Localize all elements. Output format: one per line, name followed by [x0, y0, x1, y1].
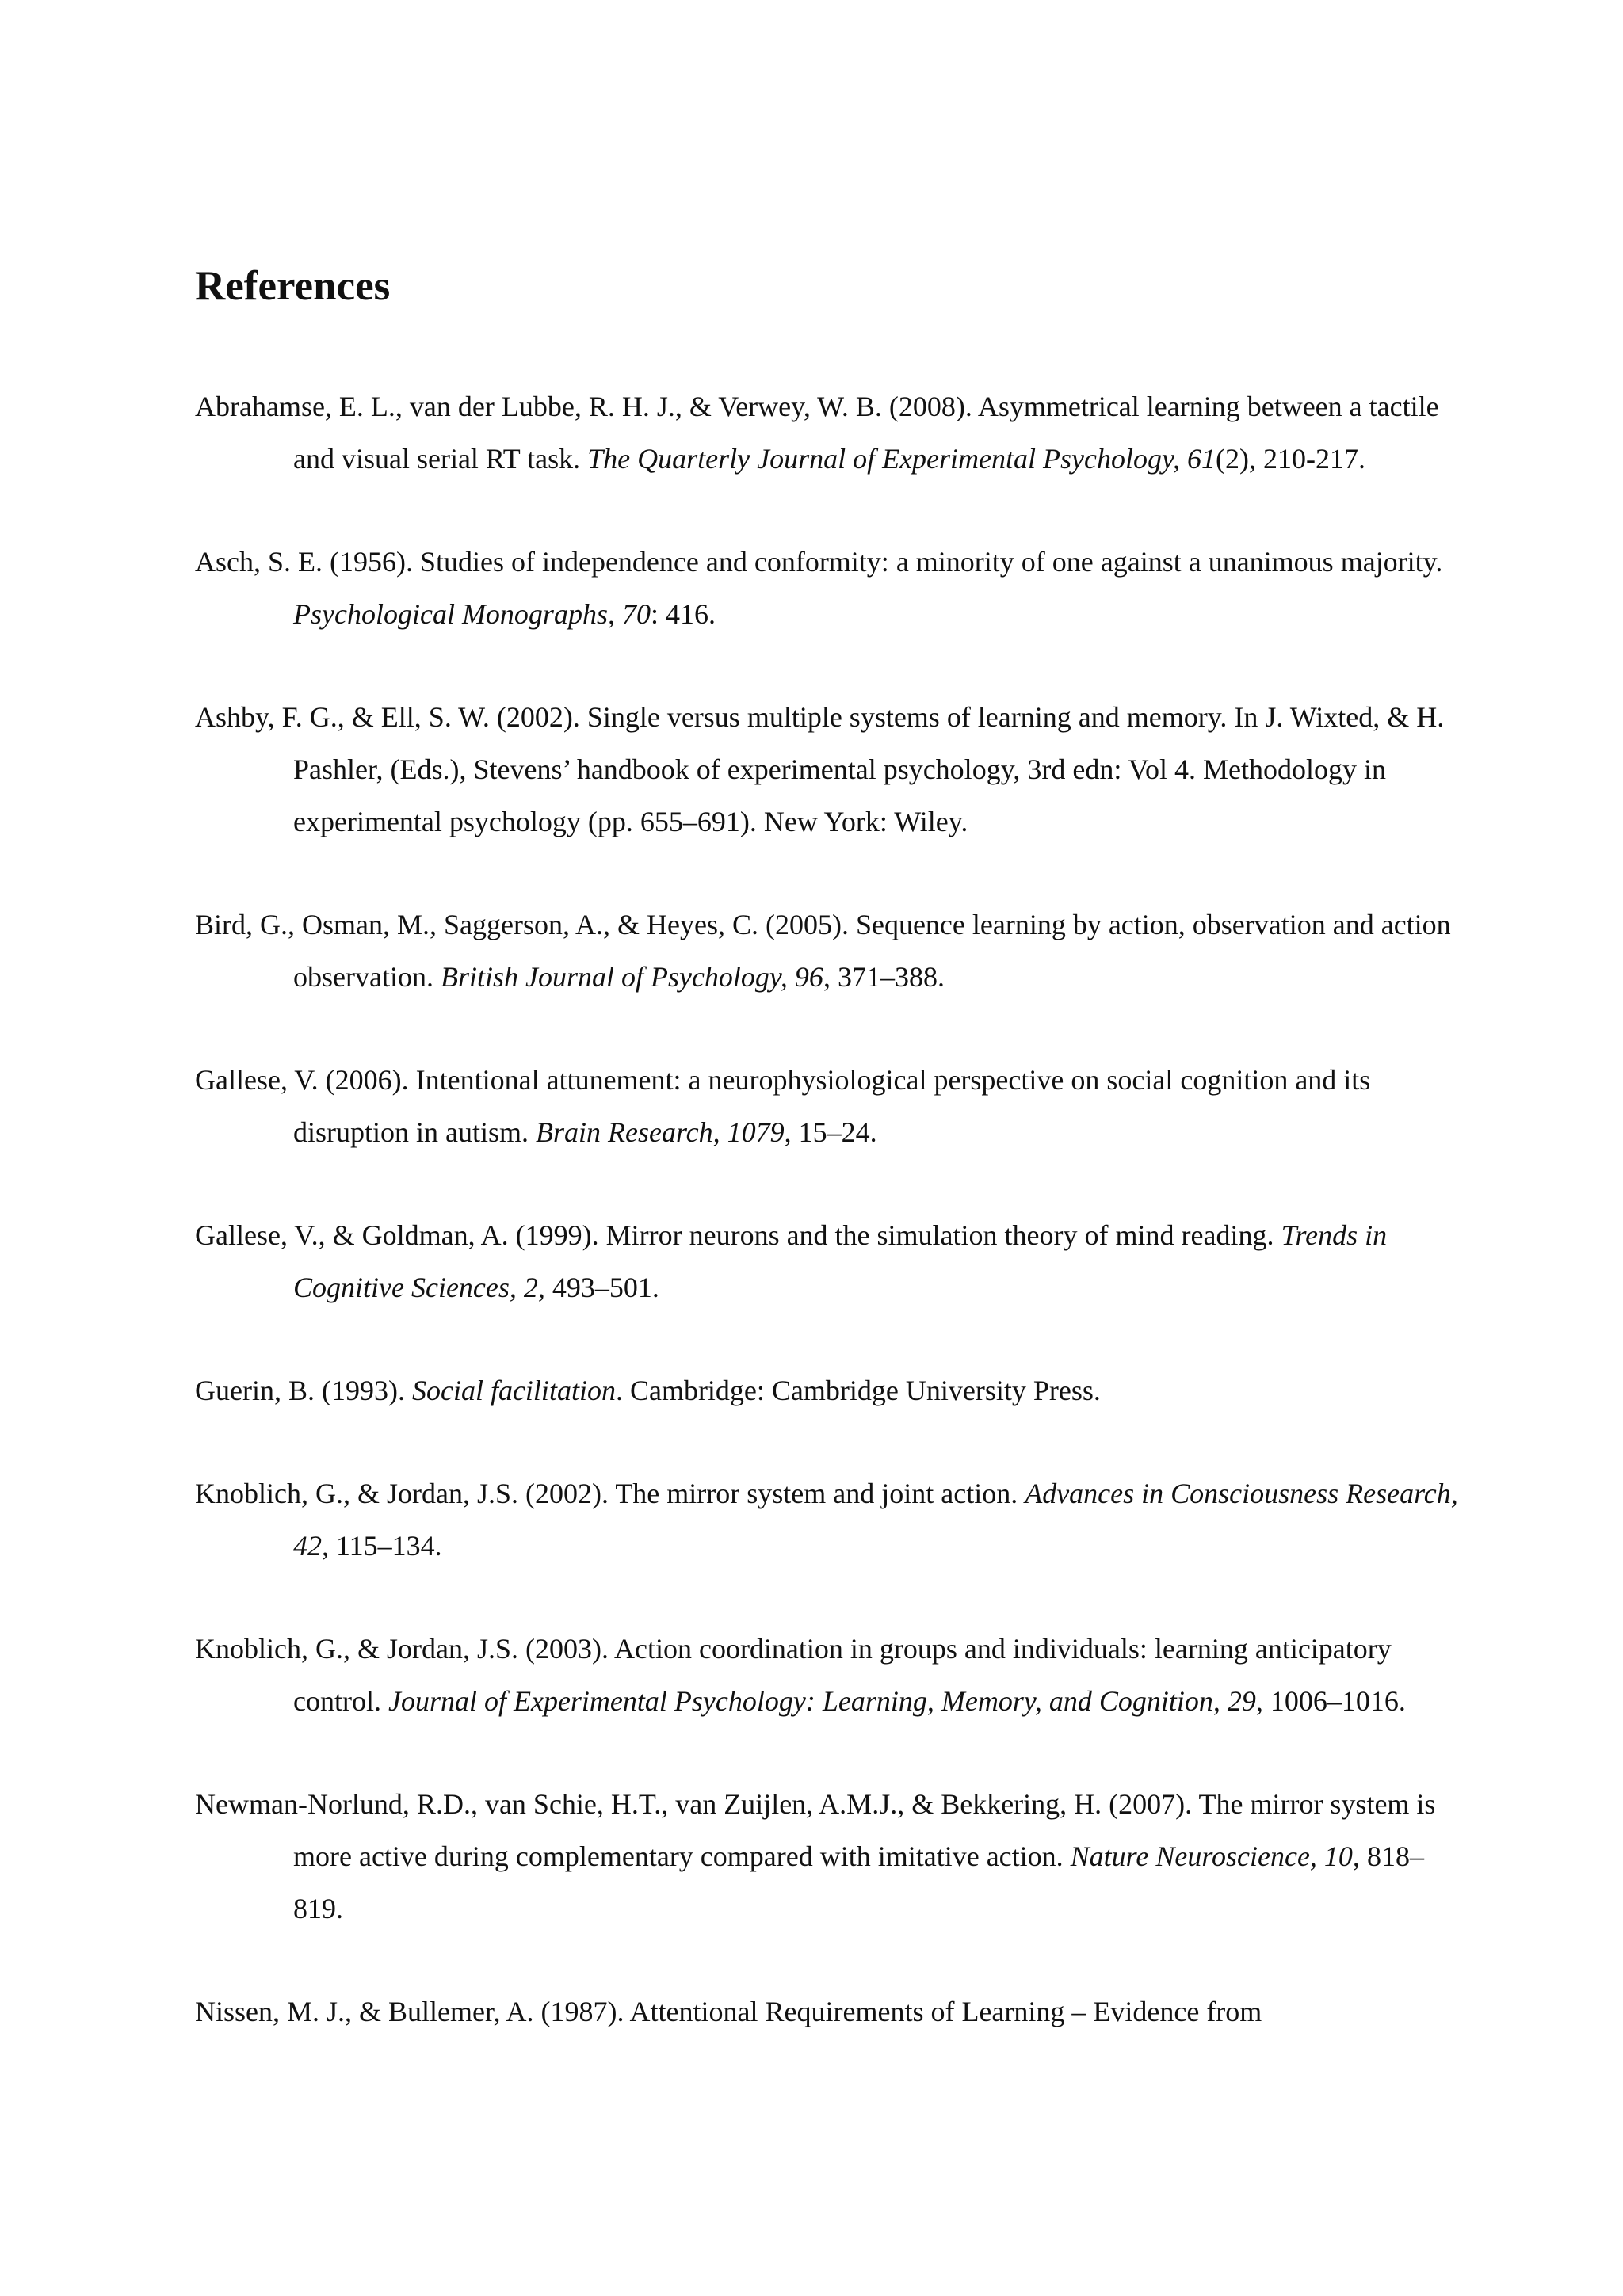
- reference-text: Ashby, F. G., & Ell, S. W. (2002). Single versus multiple systems of learning and memory. In J. Wixted, & H. Pashler, (Eds.), Stevens’ handbook of experimental psychology, 3rd edn: Vol 4. Methodology in experimental psychology (pp. 655–691). New York: Wiley.: [195, 701, 1445, 837]
- reference-journal: The Quarterly Journal of Experimental Psychology, 61: [587, 443, 1216, 475]
- reference-text: , 115–134.: [322, 1530, 442, 1562]
- reference-journal: Nature Neuroscience, 10: [1070, 1840, 1353, 1872]
- reference-text: Abrahamse, E. L., van der Lubbe, R. H. J., & Verwey, W. B. (2008). Asymmetrical learning between a tactile and visual serial RT task.: [195, 391, 1439, 475]
- reference-text: , 493–501.: [537, 1272, 659, 1303]
- reference-entry: [195, 1467, 1463, 1572]
- reference-list: [195, 380, 1463, 2088]
- reference-text: Nissen, M. J., & Bullemer, A. (1987). Attentional Requirements of Learning – Evidence from: [195, 1996, 1262, 2027]
- reference-text: , 15–24.: [784, 1116, 877, 1148]
- reference-text: : 416.: [650, 598, 716, 630]
- reference-text: Bird, G., Osman, M., Saggerson, A., & Heyes, C. (2005). Sequence learning by action, observation and action observation.: [195, 909, 1451, 993]
- reference-entry: [195, 898, 1463, 1003]
- reference-text: Knoblich, G., & Jordan, J.S. (2002). The mirror system and joint action.: [195, 1478, 1025, 1509]
- reference-entry: [195, 1209, 1463, 1314]
- reference-journal: Brain Research, 1079: [536, 1116, 785, 1148]
- reference-entry: [195, 1985, 1463, 2038]
- references-heading: References: [195, 263, 391, 309]
- reference-journal: Advances in Consciousness Research, 42: [293, 1478, 1458, 1562]
- reference-journal: Trends in Cognitive Sciences, 2: [293, 1219, 1388, 1303]
- reference-text: Asch, S. E. (1956). Studies of independence and conformity: a minority of one against a unanimous majority.: [195, 546, 1443, 578]
- reference-entry: [195, 1364, 1463, 1417]
- reference-entry: [195, 691, 1463, 848]
- reference-text: (2), 210-217.: [1215, 443, 1365, 475]
- reference-entry: [195, 1054, 1463, 1158]
- reference-journal: British Journal of Psychology, 96: [440, 961, 823, 993]
- reference-text: Gallese, V. (2006). Intentional attunement: a neurophysiological perspective on social cognition and its disruption in autism.: [195, 1064, 1371, 1148]
- reference-text: , 1006–1016.: [1255, 1685, 1406, 1717]
- reference-text: , 818–819.: [293, 1840, 1424, 1924]
- reference-journal: Psychological Monographs, 70: [293, 598, 651, 630]
- reference-entry: [195, 536, 1463, 640]
- reference-text: Newman-Norlund, R.D., van Schie, H.T., van Zuijlen, A.M.J., & Bekkering, H. (2007). The mirror system is more active during complementary compared with imitative action.: [195, 1788, 1436, 1872]
- reference-entry: [195, 1778, 1463, 1935]
- reference-text: Knoblich, G., & Jordan, J.S. (2003). Action coordination in groups and individuals: learning anticipatory control.: [195, 1633, 1392, 1717]
- reference-book-title: Social facilitation: [411, 1375, 616, 1406]
- reference-text: Guerin, B. (1993).: [195, 1375, 412, 1406]
- reference-text: , 371–388.: [823, 961, 945, 993]
- reference-text: Gallese, V., & Goldman, A. (1999). Mirror neurons and the simulation theory of mind reading.: [195, 1219, 1281, 1251]
- reference-entry: [195, 1623, 1463, 1727]
- reference-entry: [195, 380, 1463, 485]
- reference-text: . Cambridge: Cambridge University Press.: [615, 1375, 1101, 1406]
- reference-journal: Journal of Experimental Psychology: Learning, Memory, and Cognition, 29: [388, 1685, 1256, 1717]
